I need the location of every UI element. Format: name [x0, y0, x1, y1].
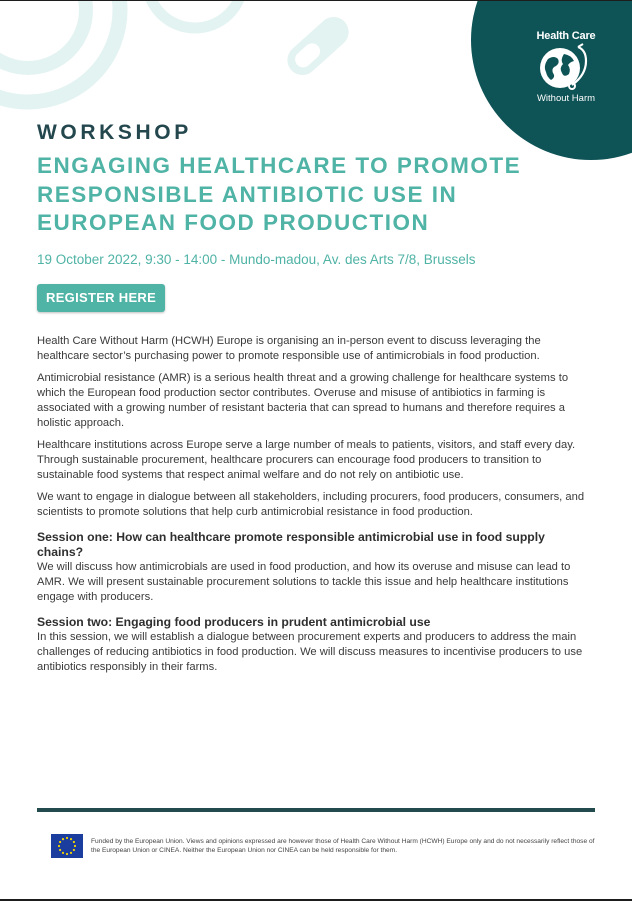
body-paragraph: Health Care Without Harm (HCWH) Europe is organising an in-person event to discuss leveraging the healthcare sector’s purchasing power to promote responsible use of antimicrobials in food production.	[37, 335, 541, 362]
page-title	[37, 152, 597, 238]
eu-flag-icon	[51, 834, 83, 858]
body-paragraph: Healthcare institutions across Europe serve a large number of meals to patients, visitors, and staff every day. Through sustainable procurement, healthcare procurers can encourage food producers to transition to sustainable food systems that respect animal welfare and do not rely on antibiotic use.	[37, 439, 576, 481]
funding-disclaimer: Funded by the European Union. Views and opinions expressed are however those of Health Care Without Harm (HCWH) Europe only and do not necessarily reflect those of the European Union or CINEA. Neither the European Union nor CINEA can be held responsible for them.	[91, 838, 595, 854]
title-line: RESPONSIBLE ANTIBIOTIC USE IN	[37, 181, 458, 207]
logo-line2: Without Harm	[536, 93, 596, 104]
hcwh-logo[interactable]	[528, 30, 604, 108]
footer-divider	[37, 808, 595, 812]
logo-line1: Health Care	[536, 30, 596, 42]
register-button[interactable]: REGISTER HERE	[37, 284, 165, 312]
event-date-location: 19 October 2022, 9:30 - 14:00 - Mundo-madou, Av. des Arts 7/8, Brussels	[37, 252, 476, 267]
globe-stethoscope-icon	[534, 43, 598, 93]
pill-icon	[281, 11, 355, 81]
session-one-heading: Session one: How can healthcare promote responsible antimicrobial use in food supply chains?	[37, 530, 545, 559]
title-line: EUROPEAN FOOD PRODUCTION	[37, 210, 430, 235]
body-paragraph: We want to engage in dialogue between all stakeholders, including procurers, food producers, consumers, and scientists to promote solutions that help curb antimicrobial resistance in food production.	[37, 491, 585, 518]
title-line: ENGAGING HEALTHCARE TO PROMOTE	[37, 153, 522, 178]
event-description	[37, 334, 585, 682]
session-two-heading: Session two: Engaging food producers in prudent antimicrobial use	[37, 615, 431, 629]
eyebrow-label: WORKSHOP	[37, 121, 192, 144]
session-two-text: In this session, we will establish a dialogue between procurement experts and producers to address the main challenges of reducing antibiotics in food production. We will discuss measures to incentivise producers to use antibiotics responsibly in their farms.	[37, 631, 583, 673]
body-paragraph: Antimicrobial resistance (AMR) is a serious health threat and a growing challenge for healthcare systems to which the European food production sector contributes. Overuse and misuse of antibiotics in farming is associated with a growing number of resistant bacteria that can spread to humans and therefore requires a holistic approach.	[37, 372, 569, 429]
session-one-text: We will discuss how antimicrobials are used in food production, and how its overuse and misuse can lead to AMR. We will present sustainable procurement solutions to tackle this issue and help healthcare institutions engage with producers.	[37, 561, 571, 603]
